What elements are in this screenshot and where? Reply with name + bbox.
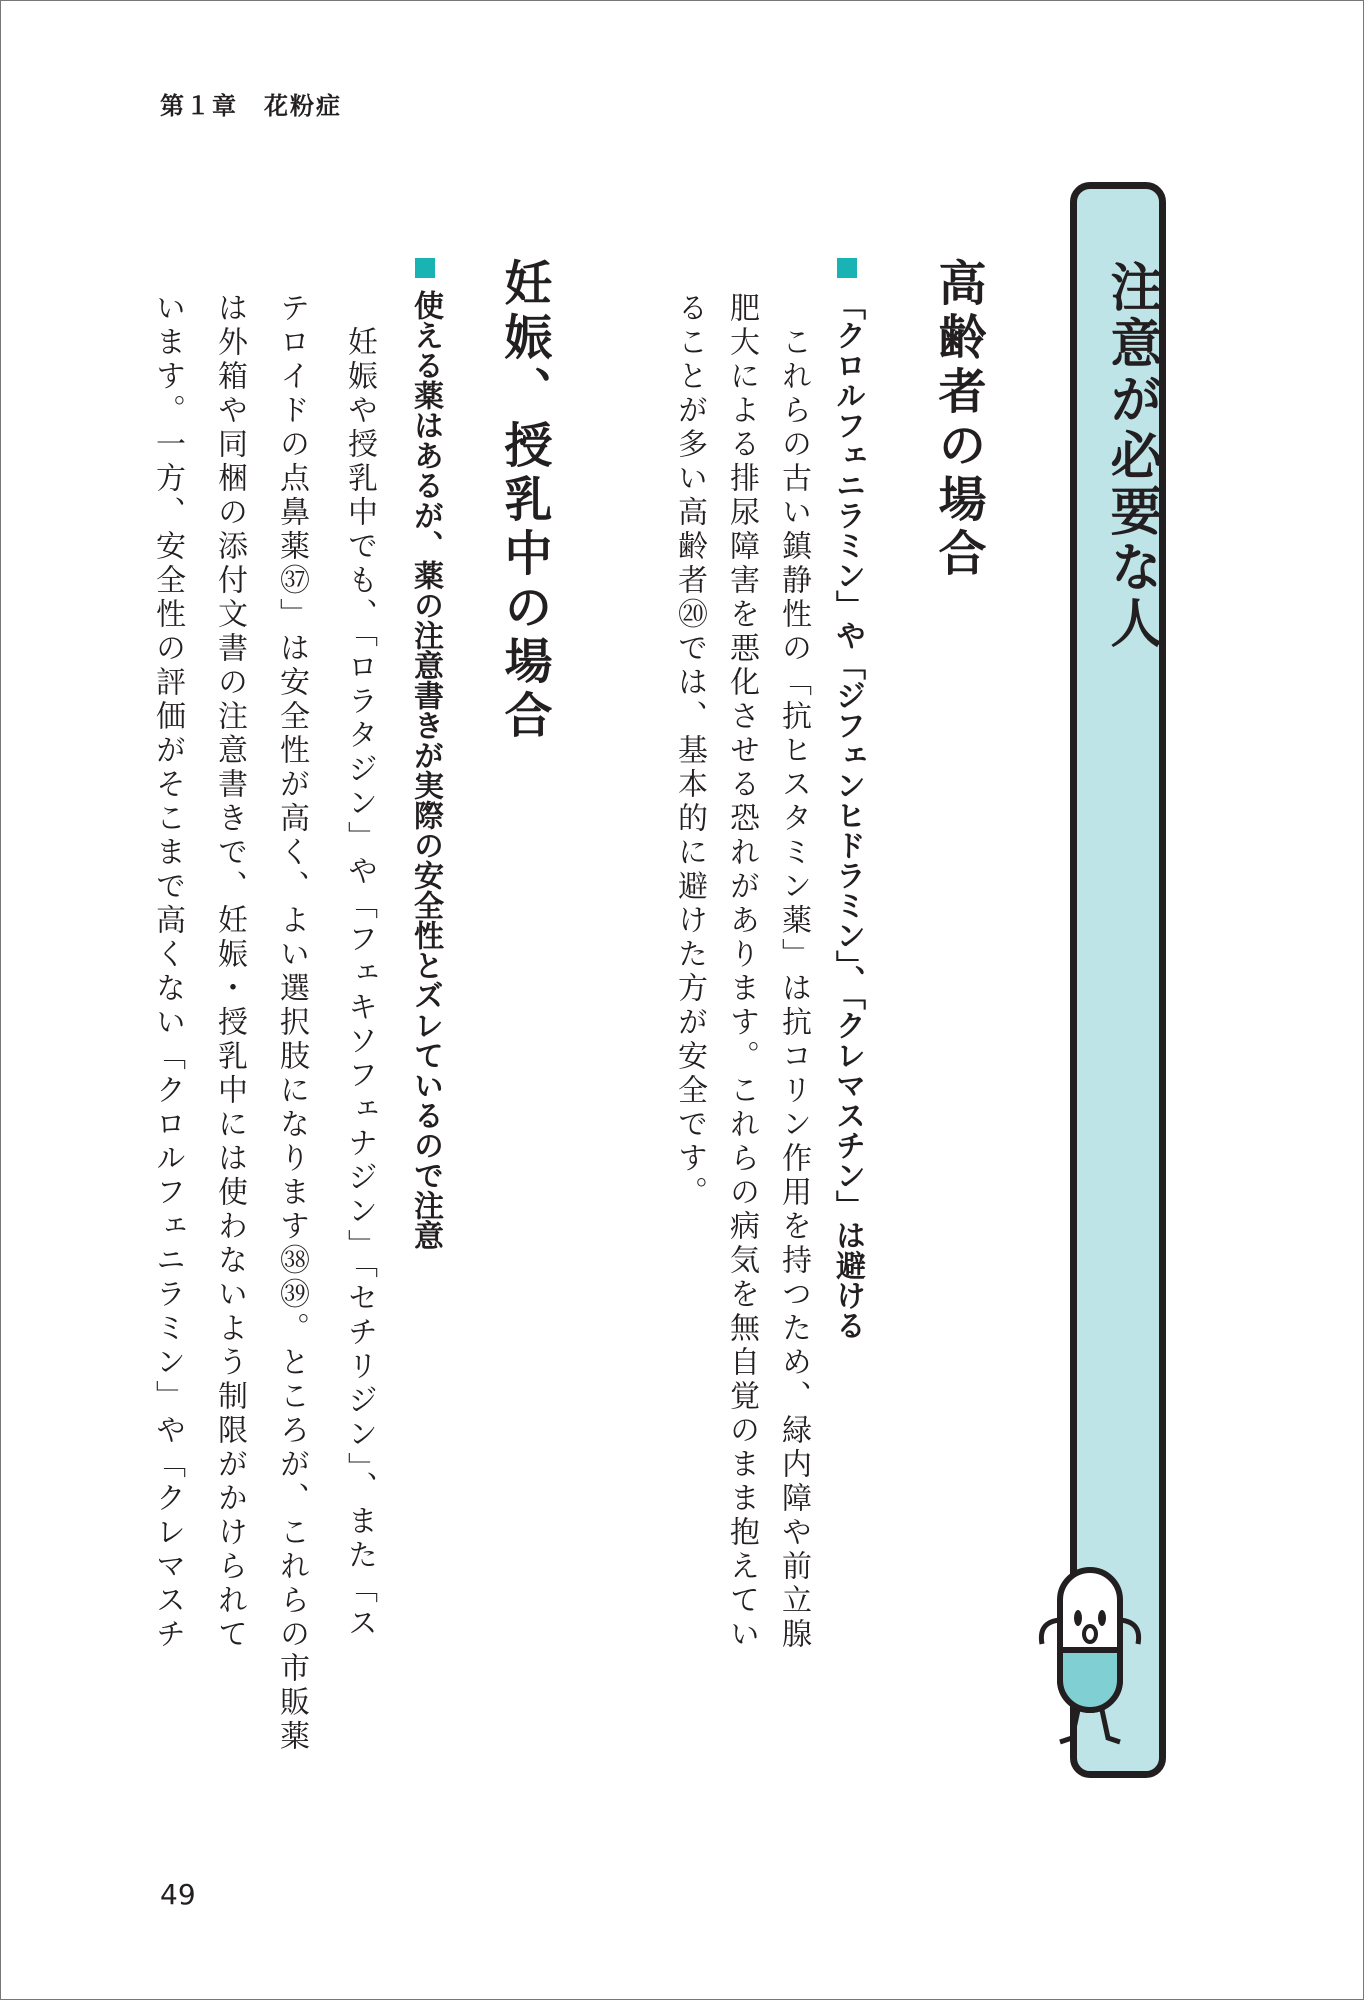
page-number: 49 [160,1878,196,1911]
bullet-square-icon [415,258,435,278]
body-line: は外箱や同梱の添付文書の注意書きで、妊娠・授乳中には使わないよう制限がかけられて [212,292,247,1652]
box-heading: 注意が必要な人 [1101,260,1161,652]
capsule-character-icon [1030,1560,1150,1760]
body-line: 肥大による排尿障害を悪化させる恐れがあります。これらの病気を無自覚のまま抱えてい [724,292,759,1652]
bullet-text: 「クロルフェニラミン」や「ジフェンヒドラミン」、「クレマスチン」は避ける [830,290,865,1340]
bullet-text: 使える薬はあるが、薬の注意書きが実際の安全性とズレているので注意 [408,290,443,1250]
bullet-heading-elderly [830,258,865,1340]
body-line: テロイドの点鼻薬㊲」は安全性が高く、よい選択肢になります㊳㊴。ところが、これらの市販薬 [274,292,309,1754]
bullet-square-icon [837,258,857,278]
body-line: これらの古い鎮静性の「抗ヒスタミン薬」は抗コリン作用を持つため、緑内障や前立腺 [776,292,811,1652]
bullet-heading-pregnancy [408,258,443,1250]
body-line: ることが多い高齢者⑳では、基本的に避けた方が安全です。 [672,292,707,1210]
chapter-header: 第１章 花粉症 [160,92,342,120]
section-title-elderly: 高齢者の場合 [930,258,986,582]
body-line: います。一方、安全性の評価がそこまで高くない「クロルフェニラミン」や「クレマスチ [150,292,185,1652]
section-title-pregnancy: 妊娠、授乳中の場合 [496,258,552,744]
body-line: 妊娠や授乳中でも、「ロラタジン」や「フェキソフェナジン」「セチリジン」、また「ス [342,292,377,1641]
